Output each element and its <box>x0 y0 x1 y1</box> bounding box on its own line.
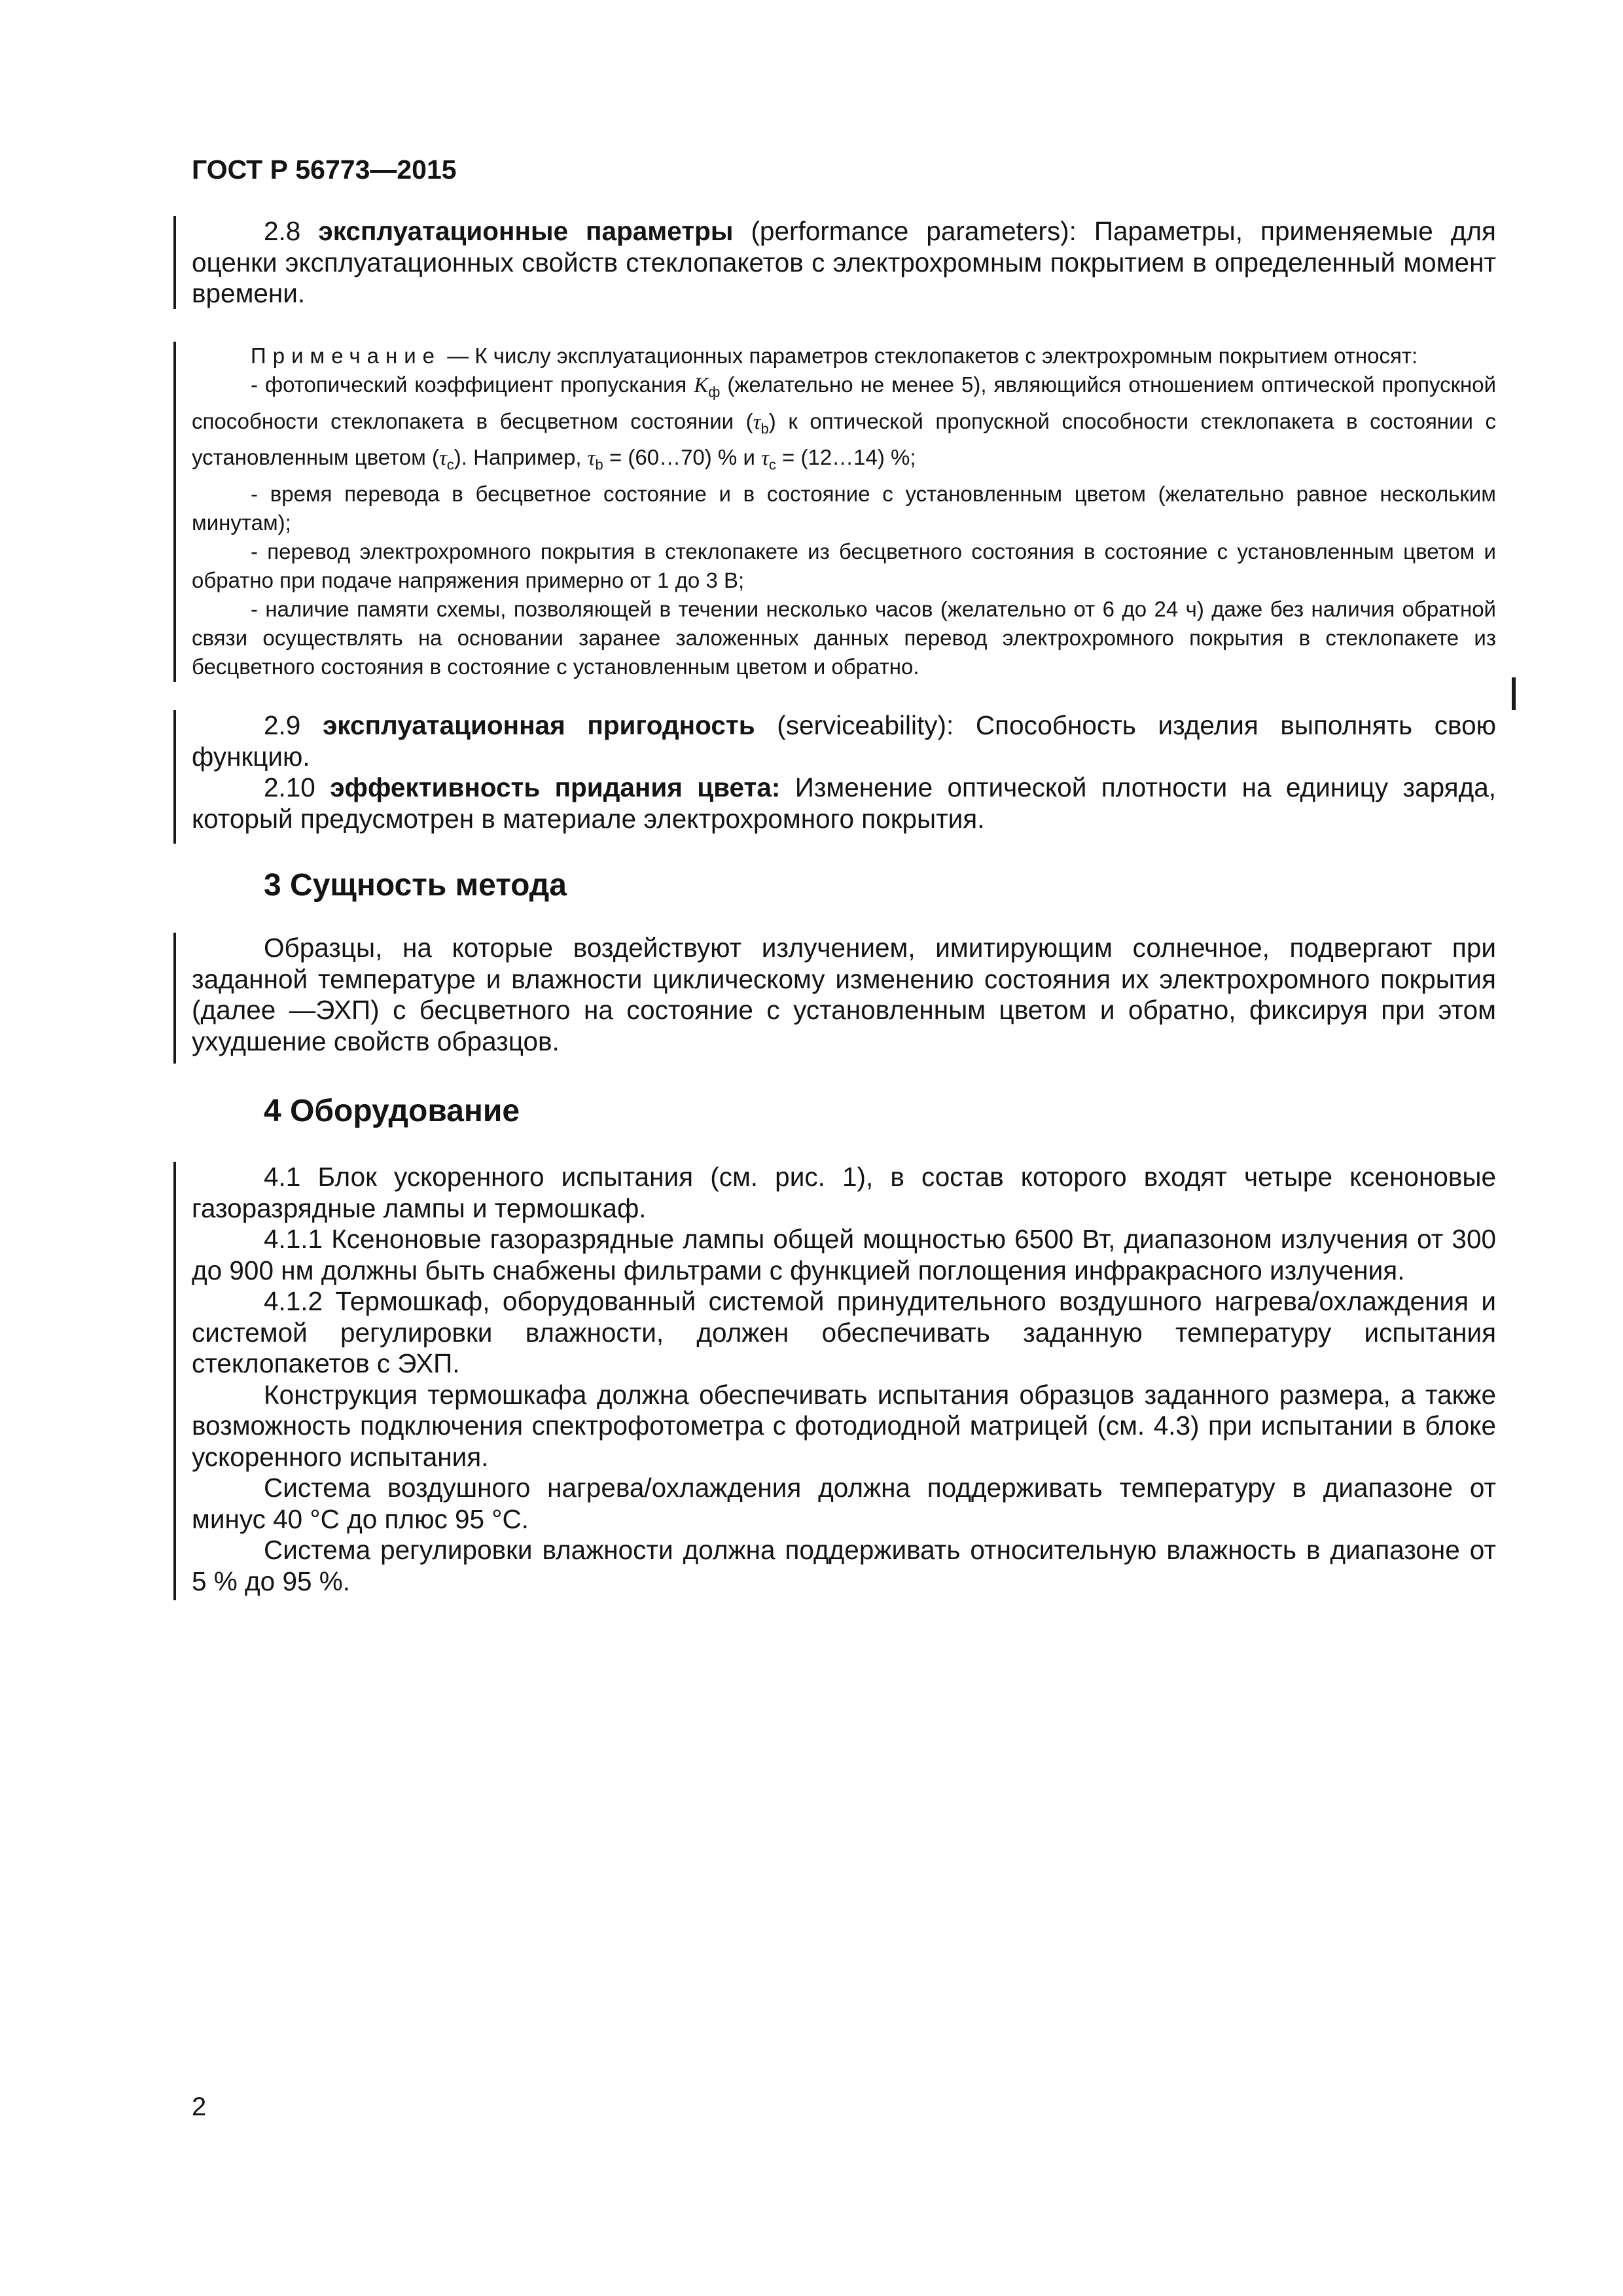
change-bar <box>173 710 176 844</box>
definitions-2-9-2-10 <box>192 710 1496 834</box>
change-bar <box>173 1162 176 1600</box>
clause-4-1: 4.1 Блок ускоренного испытания (см. рис. 1), в состав которого входят четыре ксеноновые газоразрядные лампы и термошкаф. <box>192 1162 1496 1223</box>
clause-4-1-1: 4.1.1 Ксеноновые газоразрядные лампы общей мощностью 6500 Вт, диапазоном излучения от 300 до 900 нм должны быть снабжены фильтрами с функцией поглощения инфракрасного излучения. <box>192 1224 1496 1285</box>
clause-4-1-2: 4.1.2 Термошкаф, оборудованный системой принудительного воздушного нагрева/охлаждения и системой регулировки влажности, должен обеспечивать заданную температуру испытания стеклопакетов с ЭХП. <box>192 1286 1496 1378</box>
note-item: - наличие памяти схемы, позволяющей в течении несколько часов (желательно от 6 до 24 ч) даже без наличия обратной связи осуществлять на основании заранее заложенных данных перевод электрохромного покрытия в стеклопакете из бесцветного состояния в состояние с установленным цветом и обратно. <box>192 596 1496 679</box>
term: эффективность придания цвета: <box>330 772 781 802</box>
clause-number: 2.8 <box>264 216 301 246</box>
section-3-body: Образцы, на которые воздействуют излучением, имитирующим солнечное, подвергают при заданной температуре и влажности циклическому изменению состояния их электрохромного покрытия (далее —ЭХП) с бесцветного на состояние с установленным цветом и обратно, фиксируя при этом ухудшение свойств образцов. <box>192 933 1496 1056</box>
paragraph: Система воздушного нагрева/охлаждения должна поддерживать температуру в диапазоне от минус 40 °С до плюс 95 °С. <box>192 1473 1496 1534</box>
paragraph: Система регулировки влажности должна поддерживать относительную влажность в диапазоне от 5 % до 95 %. <box>192 1535 1496 1596</box>
section-3-title: 3 Сущность метода <box>264 868 567 903</box>
definition-text: Параметры, применяемые для оценки эксплуатационных свойств стеклопакетов с электрохромным покрытием в определенный момент времени. <box>192 216 1496 308</box>
note-item: - фотопический коэффициент пропускания $K_ф$ (желательно не менее 5), являющийся отношением оптической пропускной способности стеклопакета в бесцветном состоянии $(\tau_b)$ к оптической пропускной способности стеклопакета в состоянии с установленным цветом $(\tau_c)$. Например, $\tau_b$ = (60…70) % и $\tau_c$ = (12…14) %; <box>192 372 1497 473</box>
note-block <box>192 342 1496 681</box>
definition-text: Изменение оптической плотности на единицу заряда, который предусмотрен в материале электрохромного покрытия. <box>192 772 1496 834</box>
note-item: - время перевода в бесцветное состояние и в состояние с установленным цветом (желательно равное нескольким минутам); <box>192 481 1496 535</box>
definition-2-10 <box>192 772 1496 834</box>
definition-2-8 <box>192 216 1496 310</box>
paragraph: Конструкция термошкафа должна обеспечивать испытания образцов заданного размера, а также возможность подключения спектрофотометра с фотодиодной матрицей (см. 4.3) при испытании в блоке ускоренного испытания. <box>192 1379 1496 1472</box>
term: эксплуатационная пригодность <box>322 710 755 740</box>
document-code: ГОСТ Р 56773—2015 <box>192 154 457 185</box>
section-4-body <box>192 1162 1496 1597</box>
change-mark <box>1512 677 1516 710</box>
note-item: - перевод электрохромного покрытия в стеклопакете из бесцветного состояния в состояние с установленным цветом и обратно при подаче напряжения примерно от 1 до 3 В; <box>192 539 1496 592</box>
section-4-title: 4 Оборудование <box>264 1094 520 1128</box>
change-bar <box>173 933 176 1064</box>
note-intro: — К числу эксплуатационных параметров стеклопакетов с электрохромным покрытием относят: <box>447 344 1418 368</box>
definition-text: Способность изделия выполнять свою функцию. <box>192 710 1496 772</box>
page-number: 2 <box>192 2092 207 2121</box>
clause-number: 2.10 <box>264 772 315 802</box>
term-english: (serviceability): <box>777 710 954 740</box>
change-bar <box>173 216 176 309</box>
definition-2-9 <box>192 710 1496 772</box>
change-bar <box>173 342 176 682</box>
clause-number: 2.9 <box>264 710 301 740</box>
note-label: Примечание <box>251 344 442 368</box>
term: эксплуатационные параметры <box>318 216 734 246</box>
term-english: (performance parameters): <box>751 216 1077 246</box>
